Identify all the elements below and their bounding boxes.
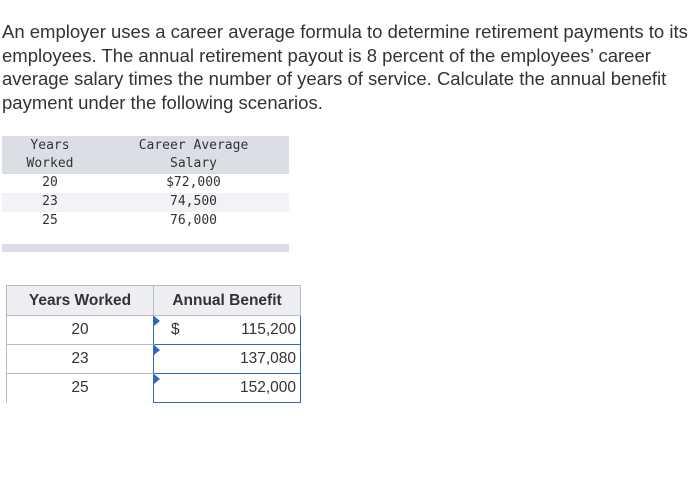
question-text: An employer uses a career average formula to determine retirement payments to its employees. The annual retirement payout is 8 percent of the employees’ career average salary times the number of years of service. Calculate the annual benefit payment under the following scenarios. xyxy=(2,21,688,113)
given-header-salary-line2: Salary xyxy=(170,156,217,171)
benefit-value[interactable]: 115,200 xyxy=(241,321,296,338)
answer-header-years: Years Worked xyxy=(7,286,154,316)
answer-row xyxy=(7,316,301,345)
answer-years-cell: 20 xyxy=(7,316,154,345)
input-flag-icon xyxy=(154,345,160,355)
given-data-table xyxy=(2,136,289,252)
answer-row xyxy=(7,374,301,403)
benefit-input[interactable] xyxy=(154,374,301,403)
answer-years-cell: 25 xyxy=(7,374,154,403)
given-header-years-line2: Worked xyxy=(26,156,74,171)
given-years-cell: 20 xyxy=(42,175,58,190)
given-header-years xyxy=(2,137,98,173)
given-salary-cell: 76,000 xyxy=(170,213,217,228)
given-row xyxy=(2,174,289,193)
given-row xyxy=(2,193,289,212)
benefit-input[interactable] xyxy=(154,316,301,345)
input-flag-icon xyxy=(154,316,160,326)
given-table-footer xyxy=(2,244,289,252)
given-header-salary xyxy=(98,137,289,173)
input-flag-icon xyxy=(154,374,160,384)
answer-table xyxy=(6,285,301,403)
benefit-value[interactable]: 137,080 xyxy=(239,350,296,367)
answer-header-benefit: Annual Benefit xyxy=(154,286,301,316)
answer-row xyxy=(7,345,301,374)
given-header-years-line1: Years xyxy=(30,138,70,153)
given-years-cell: 25 xyxy=(42,213,58,228)
given-row xyxy=(2,212,289,231)
given-salary-cell: 74,500 xyxy=(170,194,217,209)
answer-header-row xyxy=(7,286,301,316)
given-years-cell: 23 xyxy=(42,194,58,209)
benefit-input[interactable] xyxy=(154,345,301,374)
answer-years-cell: 23 xyxy=(7,345,154,374)
given-header-salary-line1: Career Average xyxy=(138,138,249,153)
currency-symbol: $ xyxy=(171,321,180,338)
given-header xyxy=(2,136,289,174)
given-salary-cell: $72,000 xyxy=(166,175,221,190)
benefit-value[interactable]: 152,000 xyxy=(239,379,296,396)
